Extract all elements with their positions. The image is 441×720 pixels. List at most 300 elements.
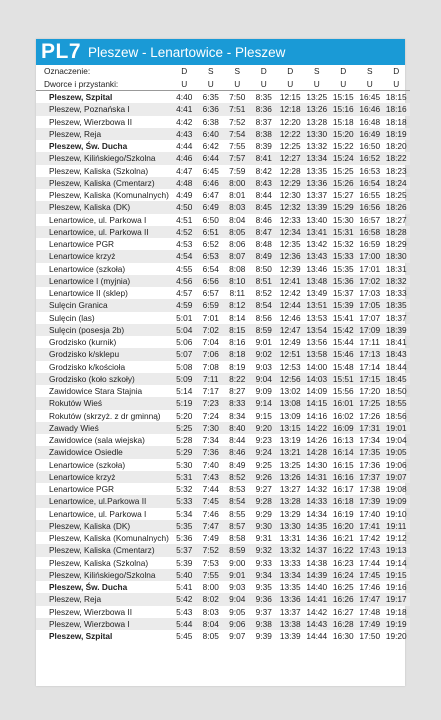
departure-time: 19:12	[385, 533, 407, 543]
departure-time: 8:51	[251, 275, 278, 287]
departure-time: 9:06	[224, 618, 251, 630]
departure-time: 16:58	[357, 226, 384, 238]
departure-time: 7:45	[198, 495, 225, 507]
departure-time: 15:31	[330, 226, 357, 238]
departure-time: 6:53	[198, 250, 225, 262]
departure-time: 19:07	[383, 471, 410, 483]
departure-time: 13:21	[277, 446, 304, 458]
departure-time: 5:35	[171, 520, 198, 532]
stop-name: Pleszew, Wierzbowa II	[49, 116, 132, 127]
departure-time: 14:40	[306, 582, 328, 592]
departure-time: 17:41	[357, 520, 384, 532]
departure-time: 8:14	[229, 312, 246, 323]
departure-time: 9:30	[251, 520, 278, 532]
departure-time: 13:26	[277, 471, 304, 483]
departure-time: 8:55	[229, 508, 246, 519]
departure-time: 12:29	[277, 177, 304, 189]
departure-time: 9:24	[251, 446, 278, 458]
departure-time: 8:08	[229, 263, 246, 274]
column-days: U	[383, 78, 410, 91]
stop-name: Zawidowice (sala wiejska)	[49, 435, 145, 445]
timetable-row	[36, 544, 410, 556]
stop-name: Zawidowice Osiedle	[36, 446, 171, 458]
timetable-row	[36, 483, 410, 495]
departure-time: 14:26	[306, 435, 328, 445]
departure-time: 18:22	[383, 152, 410, 164]
departure-time: 19:04	[385, 435, 407, 445]
departure-time: 17:14	[359, 361, 381, 372]
departure-time: 8:50	[255, 263, 272, 274]
departure-time: 8:15	[224, 324, 251, 336]
departure-time: 12:27	[277, 152, 304, 164]
timetable-row	[36, 177, 410, 189]
departure-time: 13:09	[279, 410, 301, 421]
departure-time: 4:50	[171, 201, 198, 213]
stop-name: Lenartowice, ul. Parkowa I	[49, 214, 147, 225]
departure-time: 8:44	[229, 435, 246, 445]
departure-time: 13:27	[279, 484, 301, 494]
stop-name: Grodzisko k/sklepu	[36, 348, 171, 360]
column-marking: D	[340, 66, 347, 76]
stop-name: Pleszew, Reja	[36, 593, 171, 605]
departure-time: 8:07	[224, 250, 251, 262]
departure-time: 15:30	[332, 214, 354, 225]
departure-time: 13:34	[304, 152, 331, 164]
departure-time: 5:40	[171, 569, 198, 581]
timetable-row	[36, 532, 410, 544]
departure-time: 19:08	[385, 484, 407, 494]
departure-time: 17:20	[359, 386, 381, 396]
departure-time: 16:24	[330, 569, 357, 581]
departure-time: 8:02	[198, 593, 225, 605]
departure-time: 8:49	[229, 459, 246, 470]
departure-time: 15:39	[330, 299, 357, 311]
departure-time: 7:11	[198, 373, 225, 385]
stop-name: Lenartowice II (sklep)	[49, 288, 128, 298]
departure-time: 18:31	[385, 263, 407, 274]
departure-time: 14:35	[304, 520, 331, 532]
departure-time: 13:53	[306, 312, 328, 323]
departure-time: 7:55	[229, 141, 246, 151]
departure-time: 13:08	[277, 397, 304, 409]
timetable-row	[36, 581, 410, 593]
departure-time: 7:17	[202, 386, 219, 396]
departure-time: 18:20	[385, 141, 407, 151]
departure-time: 14:33	[304, 495, 331, 507]
departure-time: 17:47	[357, 593, 384, 605]
departure-time: 8:11	[229, 288, 246, 298]
departure-time: 18:45	[383, 373, 410, 385]
departure-time: 12:53	[279, 361, 301, 372]
stop-name: Pleszew, Św. Ducha	[49, 582, 128, 592]
departure-time: 17:49	[357, 618, 384, 630]
departure-time: 9:38	[251, 618, 278, 630]
timetable-row	[36, 446, 410, 458]
stop-name: Lenartowice, ul. Parkowa I	[49, 508, 147, 519]
departure-time: 14:34	[306, 508, 328, 519]
stop-name: Pleszew, Wierzbowa I	[36, 618, 171, 630]
departure-time: 9:01	[224, 569, 251, 581]
departure-time: 13:58	[304, 348, 331, 360]
departure-time: 17:02	[357, 275, 384, 287]
departure-time: 7:52	[198, 544, 225, 556]
departure-time: 8:42	[255, 165, 272, 176]
timetable-row	[36, 214, 410, 226]
departure-time: 8:19	[229, 361, 246, 372]
departure-time: 18:50	[385, 386, 407, 396]
departure-time: 7:55	[198, 569, 225, 581]
departure-time: 13:56	[306, 337, 328, 347]
departure-time: 16:14	[330, 446, 357, 458]
departure-time: 15:35	[332, 263, 354, 274]
departure-time: 13:51	[304, 299, 331, 311]
departure-time: 4:52	[171, 226, 198, 238]
departure-time: 17:07	[359, 312, 381, 323]
column-days: U	[224, 78, 251, 91]
column-days: U	[357, 78, 384, 91]
departure-time: 16:13	[332, 435, 354, 445]
stop-name: Pleszew, Kaliska (Szkolna)	[49, 557, 149, 568]
departure-time: 9:27	[255, 484, 272, 494]
departure-time: 8:05	[224, 226, 251, 238]
timetable-row	[36, 593, 410, 605]
departure-time: 13:35	[279, 582, 301, 592]
departure-time: 9:23	[255, 435, 272, 445]
column-days: U	[198, 78, 225, 91]
departure-time: 13:41	[304, 226, 331, 238]
departure-time: 14:41	[304, 593, 331, 605]
timetable-row	[36, 569, 410, 581]
timetable-row	[36, 287, 410, 299]
departure-time: 8:39	[255, 141, 272, 151]
departure-time: 18:33	[385, 288, 407, 298]
timetable-row	[36, 201, 410, 213]
timetable-row	[36, 361, 410, 373]
stop-name: Pleszew, Szpital	[49, 92, 113, 102]
departure-time: 12:41	[277, 275, 304, 287]
departure-time: 5:39	[176, 557, 193, 568]
departure-time: 15:41	[332, 312, 354, 323]
timetable-row	[36, 140, 410, 152]
departure-time: 16:20	[330, 520, 357, 532]
departure-time: 8:59	[224, 544, 251, 556]
departure-time: 14:03	[304, 373, 331, 385]
departure-time: 17:35	[357, 446, 384, 458]
column-marking: D	[181, 66, 188, 76]
departure-time: 5:19	[171, 397, 198, 409]
departure-time: 12:25	[279, 141, 301, 151]
departure-time: 14:44	[306, 631, 328, 641]
departure-time: 8:33	[224, 397, 251, 409]
stop-name: Pleszew, Wierzbowa II	[49, 606, 132, 617]
departure-time: 18:44	[385, 361, 407, 372]
departure-time: 12:22	[277, 128, 304, 140]
departure-time: 12:33	[279, 214, 301, 225]
departure-time: 13:46	[306, 263, 328, 274]
departure-time: 16:50	[359, 141, 381, 151]
departure-time: 9:32	[251, 544, 278, 556]
departure-time: 14:16	[306, 410, 328, 421]
departure-time: 16:15	[332, 459, 354, 470]
departure-time: 13:36	[277, 593, 304, 605]
departure-time: 5:42	[171, 593, 198, 605]
departure-time: 18:30	[383, 250, 410, 262]
departure-time: 6:36	[198, 103, 225, 115]
departure-time: 5:45	[176, 631, 193, 641]
departure-time: 17:45	[357, 569, 384, 581]
departure-time: 5:36	[176, 533, 193, 543]
departure-time: 17:25	[357, 397, 384, 409]
departure-time: 8:06	[229, 239, 246, 249]
departure-time: 5:20	[176, 410, 193, 421]
departure-time: 13:49	[306, 288, 328, 298]
departure-time: 5:44	[171, 618, 198, 630]
timetable-row	[36, 336, 410, 348]
stop-name: Pleszew, Kaliska (Cmentarz)	[36, 177, 171, 189]
departure-time: 6:49	[198, 201, 225, 213]
departure-time: 12:20	[279, 116, 301, 127]
departure-time: 9:05	[229, 606, 246, 617]
departure-time: 13:30	[277, 520, 304, 532]
timetable-row	[36, 459, 410, 471]
stop-name: Lenartowice, ul.Parkowa II	[36, 495, 171, 507]
departure-time: 4:43	[171, 128, 198, 140]
departure-time: 17:09	[357, 324, 384, 336]
departure-time: 8:58	[229, 533, 246, 543]
departure-time: 5:37	[171, 544, 198, 556]
departure-time: 15:18	[332, 116, 354, 127]
stop-name: Rokutów Wieś	[36, 397, 171, 409]
departure-time: 13:29	[279, 508, 301, 519]
departure-time: 4:49	[176, 190, 193, 200]
departure-time: 8:03	[224, 201, 251, 213]
departure-time: 14:31	[304, 471, 331, 483]
departure-time: 16:01	[330, 397, 357, 409]
timetable-row	[36, 189, 410, 201]
departure-time: 19:18	[385, 606, 407, 617]
departure-time: 14:42	[306, 606, 328, 617]
stop-name: Grodzisko k/kościoła	[49, 361, 126, 372]
departure-time: 8:16	[229, 337, 246, 347]
route-header	[36, 39, 405, 65]
departure-time: 7:51	[224, 103, 251, 115]
marking-header-row	[36, 65, 410, 78]
departure-time: 5:08	[176, 361, 193, 372]
departure-time: 18:25	[385, 190, 407, 200]
departure-time: 8:56	[255, 312, 272, 323]
departure-time: 9:01	[255, 337, 272, 347]
departure-time: 12:42	[279, 288, 301, 298]
departure-time: 12:18	[277, 103, 304, 115]
departure-time: 5:06	[176, 337, 193, 347]
departure-time: 19:11	[383, 520, 410, 532]
stop-name: Lenartowice PGR	[49, 239, 115, 249]
departure-time: 15:42	[330, 324, 357, 336]
departure-time: 17:42	[359, 533, 381, 543]
stop-name: Pleszew, Kilińskiego/Szkolna	[36, 152, 171, 164]
stop-name: Lenartowice I (myjnia)	[36, 275, 171, 287]
timetable-row	[36, 312, 410, 324]
departure-time: 8:10	[224, 275, 251, 287]
departure-time: 17:37	[357, 471, 384, 483]
timetable-row	[36, 495, 410, 507]
departure-time: 9:36	[251, 593, 278, 605]
departure-time: 6:38	[202, 116, 219, 127]
departure-time: 17:34	[359, 435, 381, 445]
departure-time: 16:16	[330, 471, 357, 483]
departure-time: 14:38	[306, 557, 328, 568]
departure-time: 6:45	[202, 165, 219, 176]
departure-time: 13:37	[306, 190, 328, 200]
departure-time: 18:16	[383, 103, 410, 115]
departure-time: 17:36	[359, 459, 381, 470]
departure-time: 5:30	[176, 459, 193, 470]
departure-time: 15:46	[330, 348, 357, 360]
departure-time: 16:25	[332, 582, 354, 592]
departure-time: 16:49	[357, 128, 384, 140]
departure-time: 13:28	[306, 116, 328, 127]
departure-time: 17:01	[359, 263, 381, 274]
departure-time: 7:02	[198, 324, 225, 336]
departure-time: 13:42	[306, 239, 328, 249]
departure-time: 13:38	[277, 618, 304, 630]
departure-time: 8:04	[229, 214, 246, 225]
departure-time: 13:34	[277, 569, 304, 581]
timetable-row	[36, 520, 410, 532]
departure-time: 17:43	[357, 544, 384, 556]
stop-name: Pleszew, Św. Ducha	[49, 141, 128, 151]
departure-time: 9:35	[255, 582, 272, 592]
departure-time: 13:19	[279, 435, 301, 445]
departure-time: 5:41	[176, 582, 193, 592]
column-marking: S	[207, 66, 214, 76]
departure-time: 12:44	[277, 299, 304, 311]
departure-time: 7:57	[224, 152, 251, 164]
timetable-row	[36, 152, 410, 164]
departure-time: 9:03	[229, 582, 246, 592]
departure-time: 4:47	[176, 165, 193, 176]
timetable-row	[36, 116, 410, 128]
departure-time: 7:52	[229, 116, 246, 127]
timetable-row	[36, 226, 410, 238]
departure-time: 12:46	[279, 312, 301, 323]
departure-time: 17:50	[359, 631, 381, 641]
stop-name: Pleszew, Kaliska (DK)	[36, 201, 171, 213]
departure-time: 4:53	[176, 239, 193, 249]
departure-time: 16:18	[330, 495, 357, 507]
timetable-row	[36, 385, 410, 397]
departure-time: 7:50	[229, 92, 246, 102]
column-days: U	[330, 78, 357, 91]
departure-time: 15:16	[330, 103, 357, 115]
departure-time: 15:48	[332, 361, 354, 372]
departure-time: 15:25	[332, 165, 354, 176]
departure-time: 17:38	[359, 484, 381, 494]
departure-time: 15:24	[330, 152, 357, 164]
stop-name: Pleszew, Reja	[36, 128, 171, 140]
departure-time: 18:39	[383, 324, 410, 336]
departure-time: 9:28	[251, 495, 278, 507]
departure-time: 9:07	[229, 631, 246, 641]
departure-time: 6:54	[202, 263, 219, 274]
departure-time: 14:22	[304, 422, 331, 434]
departure-time: 13:32	[277, 544, 304, 556]
departure-time: 19:06	[385, 459, 407, 470]
departure-time: 17:13	[357, 348, 384, 360]
departure-time: 5:32	[176, 484, 193, 494]
departure-time: 7:04	[202, 337, 219, 347]
departure-time: 9:29	[255, 508, 272, 519]
departure-time: 18:19	[383, 128, 410, 140]
departure-time: 16:23	[332, 557, 354, 568]
departure-time: 14:32	[306, 484, 328, 494]
stop-name: Sulęcin (las)	[49, 312, 95, 323]
departure-time: 15:44	[332, 337, 354, 347]
departure-time: 12:32	[277, 201, 304, 213]
departure-time: 8:41	[251, 152, 278, 164]
departure-time: 16:45	[359, 92, 381, 102]
departure-time: 8:18	[224, 348, 251, 360]
departure-time: 9:26	[251, 471, 278, 483]
stop-name: Pleszew, Poznańska I	[36, 103, 171, 115]
departure-time: 7:49	[202, 533, 219, 543]
departure-time: 5:34	[176, 508, 193, 519]
departure-time: 9:37	[255, 606, 272, 617]
stops-header-row	[36, 78, 410, 91]
departure-time: 16:53	[359, 165, 381, 176]
departure-time: 16:02	[332, 410, 354, 421]
departure-time: 16:09	[330, 422, 357, 434]
departure-time: 7:24	[202, 410, 219, 421]
departure-time: 18:15	[385, 92, 407, 102]
departure-time: 15:22	[332, 141, 354, 151]
departure-time: 18:43	[383, 348, 410, 360]
departure-time: 15:32	[332, 239, 354, 249]
departure-time: 8:53	[229, 484, 246, 494]
departure-time: 8:46	[255, 214, 272, 225]
stop-name: Pleszew, Kilińskiego/Szkolna	[36, 569, 171, 581]
route-code: PL7	[41, 40, 82, 63]
departure-time: 18:29	[385, 239, 407, 249]
departure-time: 14:30	[306, 459, 328, 470]
departure-time: 9:31	[255, 533, 272, 543]
stop-name: Pleszew, Kaliska (Szkolna)	[49, 165, 149, 176]
departure-time: 8:57	[224, 520, 251, 532]
timetable-row	[36, 275, 410, 287]
departure-time: 16:26	[330, 593, 357, 605]
departure-time: 12:35	[279, 239, 301, 249]
departure-time: 8:44	[255, 190, 272, 200]
departure-time: 7:54	[224, 128, 251, 140]
departure-time: 6:57	[202, 288, 219, 298]
departure-time: 13:54	[304, 324, 331, 336]
departure-time: 12:47	[277, 324, 304, 336]
departure-time: 6:51	[198, 226, 225, 238]
stop-name: Pleszew, Szpital	[49, 631, 113, 641]
departure-time: 13:30	[304, 128, 331, 140]
departure-time: 7:08	[202, 361, 219, 372]
timetable-row	[36, 630, 410, 642]
departure-time: 4:59	[171, 299, 198, 311]
departure-time: 7:59	[229, 165, 246, 176]
departure-time: 9:15	[255, 410, 272, 421]
departure-time: 16:46	[357, 103, 384, 115]
timetable-row	[36, 250, 410, 262]
departure-time: 8:37	[255, 116, 272, 127]
departure-time: 6:47	[202, 190, 219, 200]
departure-time: 13:15	[277, 422, 304, 434]
timetable-row	[36, 410, 410, 422]
